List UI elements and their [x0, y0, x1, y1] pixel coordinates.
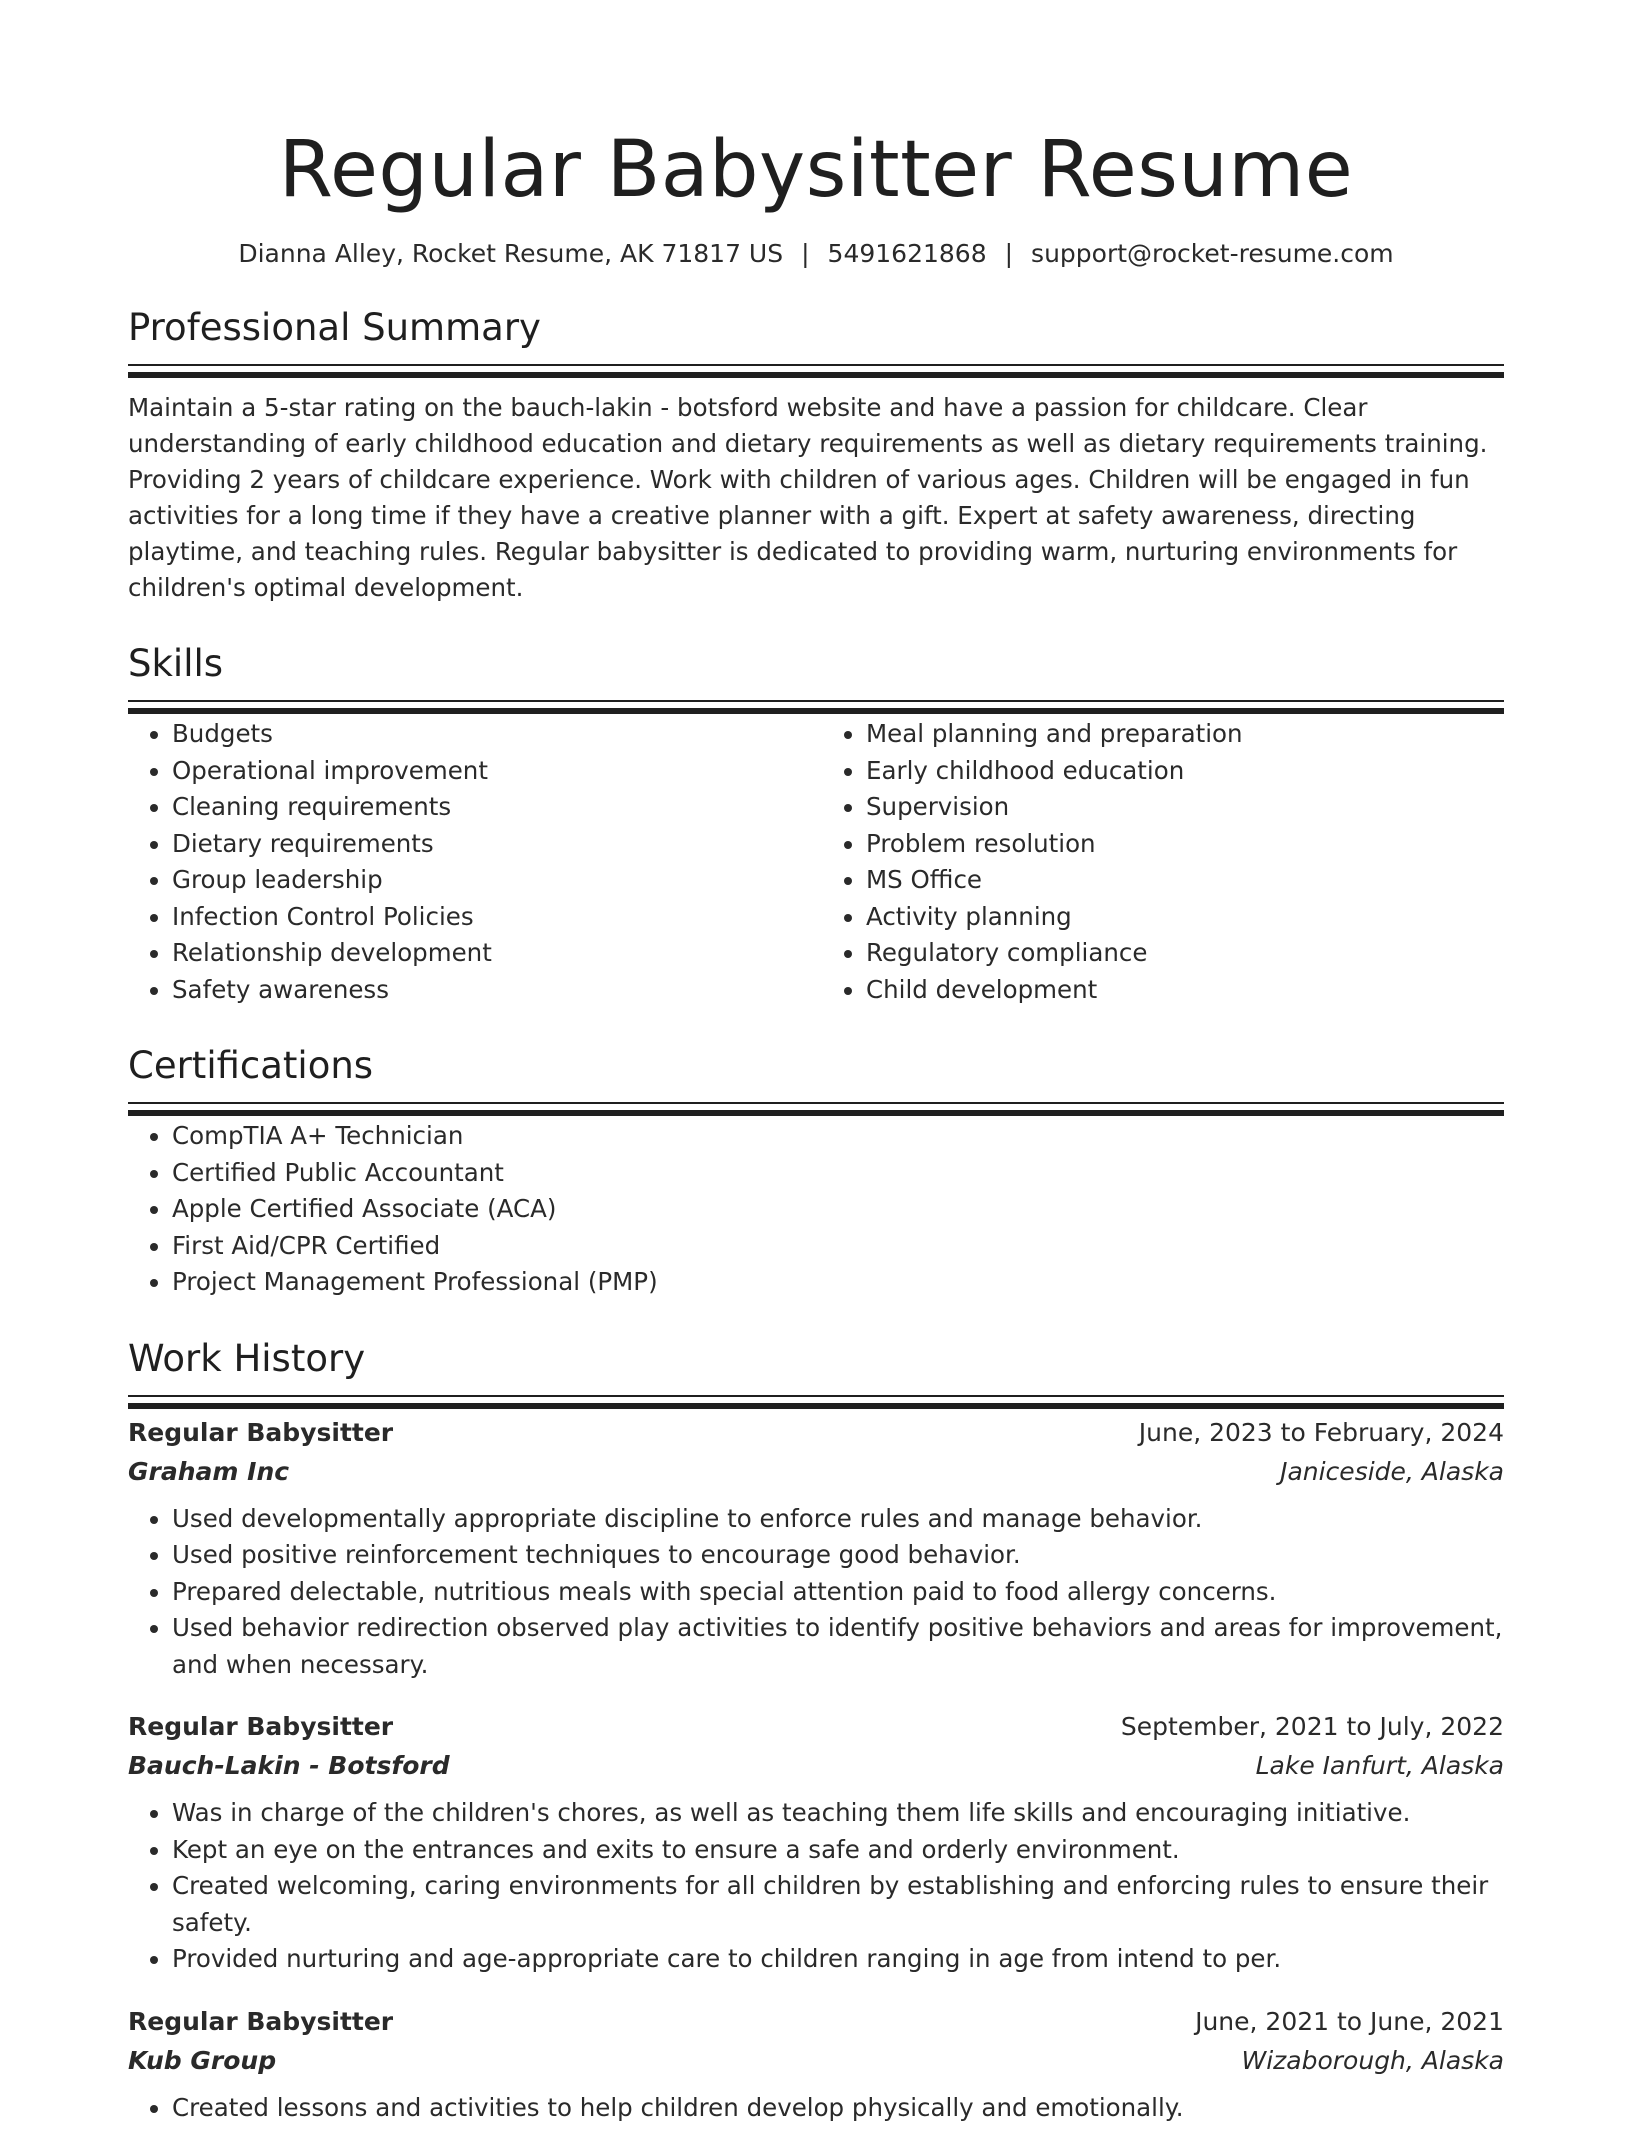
certifications-section — [128, 1042, 1504, 1301]
job-duty: • Provided nurturing and age-appropriate care to children ranging in age from intend to per. — [172, 1941, 1504, 1978]
job-duties — [128, 1501, 1504, 1684]
skill-item: • Problem resolution — [866, 826, 1504, 863]
skill-item: • Infection Control Policies — [172, 899, 816, 936]
job-duties — [128, 2090, 1504, 2127]
skill-item: • Early childhood education — [866, 753, 1504, 790]
job-duty: • Used developmentally appropriate discipline to enforce rules and manage behavior. — [172, 1501, 1504, 1538]
job-duty: • Used behavior redirection observed play activities to identify positive behaviors and areas for improvement, and when necessary. — [172, 1610, 1504, 1683]
job-duty: • Created lessons and activities to help children develop physically and emotionally. — [172, 2090, 1504, 2127]
skill-item: • Activity planning — [866, 899, 1504, 936]
certifications-heading: Certifications — [128, 1044, 374, 1087]
skill-item: • Regulatory compliance — [866, 935, 1504, 972]
section-divider — [128, 1395, 1504, 1397]
skill-item: • Dietary requirements — [172, 826, 816, 863]
skill-item: • Budgets — [172, 716, 816, 753]
job-title: Regular Babysitter — [128, 1417, 394, 1447]
section-divider — [128, 700, 1504, 702]
certification-item: • Certified Public Accountant — [172, 1155, 1504, 1192]
contact-phone: 5491621868 — [827, 239, 987, 268]
skills-list-left — [128, 716, 816, 1008]
job-location: Lake Ianfurt, Alaska — [1255, 1751, 1504, 1780]
section-divider — [128, 364, 1504, 366]
skill-item: • Operational improvement — [172, 753, 816, 790]
job-entry — [128, 2002, 1504, 2127]
job-duty: • Kept an eye on the entrances and exits to ensure a safe and orderly environment. — [172, 1832, 1504, 1869]
job-duty: • Created welcoming, caring environments for all children by establishing and enforcing rules to ensure their safety. — [172, 1868, 1504, 1941]
job-entry — [128, 1707, 1504, 1978]
skills-list-right — [816, 716, 1504, 1008]
certification-item: • First Aid/CPR Certified — [172, 1228, 1504, 1265]
summary-heading: Professional Summary — [128, 306, 541, 349]
summary-text: Maintain a 5-star rating on the bauch-lakin - botsford website and have a passion for childcare. Clear understanding of early childhood education and dietary requirements as well as dietary requirements training. Providing 2 years of childcare experience. Work with children of various ages. Children will be engaged in fun activities for a long time if they have a creative planner with a gift. Expert at safety awareness, directing playtime, and teaching rules. Regular babysitter is dedicated to providing warm, nurturing environments for children's optimal development. — [128, 393, 1488, 602]
certification-item: • Project Management Professional (PMP) — [172, 1264, 1504, 1301]
certifications-list — [128, 1118, 1504, 1301]
skills-heading: Skills — [128, 642, 224, 685]
contact-address: Dianna Alley, Rocket Resume, AK 71817 US — [238, 239, 784, 268]
section-divider — [128, 1102, 1504, 1104]
contact-line — [128, 238, 1504, 270]
job-dates: June, 2023 to February, 2024 — [1138, 1417, 1504, 1447]
work-history-section — [128, 1335, 1504, 2127]
contact-separator: | — [801, 239, 810, 268]
work-history-heading: Work History — [128, 1336, 366, 1380]
skill-item: • Supervision — [866, 789, 1504, 826]
job-dates: September, 2021 to July, 2022 — [1120, 1712, 1504, 1741]
job-company: Graham Inc — [128, 1456, 290, 1486]
page-title: Regular Babysitter Resume — [278, 125, 1354, 215]
job-location: Janiceside, Alaska — [1280, 1456, 1504, 1486]
job-dates: June, 2021 to June, 2021 — [1195, 2006, 1504, 2036]
job-duty: • Was in charge of the children's chores, as well as teaching them life skills and encouraging initiative. — [172, 1795, 1504, 1832]
job-duty: • Used positive reinforcement techniques to encourage good behavior. — [172, 1537, 1504, 1574]
certification-item: • Apple Certified Associate (ACA) — [172, 1191, 1504, 1228]
job-company: Kub Group — [128, 2045, 277, 2075]
job-company: Bauch-Lakin - Botsford — [128, 1751, 450, 1780]
job-title: Regular Babysitter — [128, 1712, 394, 1741]
certification-item: • CompTIA A+ Technician — [172, 1118, 1504, 1155]
job-location: Wizaborough, Alaska — [1241, 2045, 1504, 2075]
skill-item: • Child development — [866, 972, 1504, 1009]
resume-page — [128, 0, 1504, 2150]
summary-section — [128, 304, 1504, 606]
skill-item: • Group leadership — [172, 862, 816, 899]
job-title: Regular Babysitter — [128, 2006, 394, 2036]
job-duty: • Prepared delectable, nutritious meals with special attention paid to food allergy concerns. — [172, 1574, 1504, 1611]
job-entry — [128, 1413, 1504, 1684]
contact-email: support@rocket-resume.com — [1031, 239, 1394, 268]
contact-separator: | — [1004, 239, 1014, 268]
skill-item: • Cleaning requirements — [172, 789, 816, 826]
skill-item: • Meal planning and preparation — [866, 716, 1504, 753]
skill-item: • Relationship development — [172, 935, 816, 972]
skill-item: • Safety awareness — [172, 972, 816, 1009]
job-duties — [128, 1795, 1504, 1978]
skill-item: • MS Office — [866, 862, 1504, 899]
skills-section — [128, 640, 1504, 1008]
